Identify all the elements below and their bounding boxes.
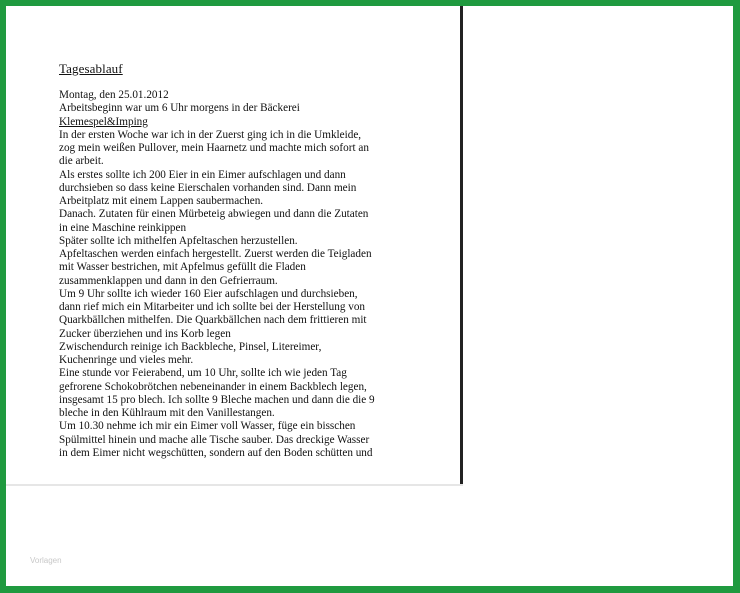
text-line: Arbeitsbeginn war um 6 Uhr morgens in der Bäckerei	[59, 102, 300, 115]
text-line: insgesamt 15 pro blech. Ich sollte 9 Bleche machen und dann die die 9	[59, 393, 375, 406]
text-line: in dem Eimer nicht wegschütten, sondern auf den Boden schütten und	[59, 446, 373, 459]
text-line: Zwischendurch reinige ich Backbleche, Pinsel, Litereimer,	[59, 340, 322, 353]
document-body	[59, 89, 459, 460]
text-line: Apfeltaschen werden einfach hergestellt. Zuerst werden die Teigladen	[59, 248, 372, 260]
text-line: Arbeitplatz mit einem Lappen saubermachen.	[59, 195, 264, 207]
text-line: durchsieben so dass keine Eierschalen vorhanden sind. Dann mein	[59, 181, 357, 194]
text-line: mit Wasser bestrichen, mit Apfelmus gefüllt die Fladen	[59, 261, 306, 274]
text-line: Kuchenringe und vieles mehr.	[59, 354, 194, 366]
text-line: Um 10.30 nehme ich mir ein Eimer voll Wasser, füge ein bisschen	[59, 420, 356, 433]
text-line: Als erstes sollte ich 200 Eier in ein Eimer aufschlagen und dann	[59, 168, 346, 181]
image-frame	[6, 6, 733, 586]
text-line: Um 9 Uhr sollte ich wieder 160 Eier aufschlagen und durchsieben,	[59, 287, 358, 300]
text-line: in eine Maschine reinkippen	[59, 221, 187, 234]
text-line: Danach. Zutaten für einen Mürbeteig abwiegen und dann die Zutaten	[59, 208, 369, 221]
watermark-text: Vorlagen	[30, 556, 62, 565]
text-line: Später sollte ich mithelfen Apfeltaschen herzustellen.	[59, 234, 298, 247]
page-edge-line	[460, 6, 463, 484]
text-line: zusammenklappen und dann in den Gefrierraum.	[59, 274, 278, 287]
document-page	[6, 6, 461, 484]
document-title: Tagesablauf	[59, 61, 123, 76]
text-line: Zucker überziehen und ins Korb legen	[59, 327, 231, 340]
text-line: In der ersten Woche war ich in der Zuerst ging ich in die Umkleide,	[59, 128, 362, 141]
text-line: Spülmittel hinein und mache alle Tische sauber. Das dreckige Wasser	[59, 433, 370, 446]
text-line: Eine stunde vor Feierabend, um 10 Uhr, sollte ich wie jeden Tag	[59, 367, 347, 380]
text-line: zog mein weißen Pullover, mein Haarnetz und machte mich sofort an	[59, 142, 369, 154]
page-bottom-edge	[6, 484, 463, 486]
company-name: Klemespel&Imping	[59, 115, 148, 128]
text-line: Montag, den 25.01.2012	[59, 89, 169, 101]
text-line: dann rief mich ein Mitarbeiter und ich sollte bei der Herstellung von	[59, 301, 366, 313]
text-line: Quarkbällchen mithelfen. Die Quarkbällchen nach dem frittieren mit	[59, 314, 367, 327]
text-line: bleche in den Kühlraum mit den Vanillestangen.	[59, 407, 275, 419]
text-line: die arbeit.	[59, 155, 104, 168]
text-line: gefrorene Schokobrötchen nebeneinander in einem Backblech legen,	[59, 380, 367, 393]
